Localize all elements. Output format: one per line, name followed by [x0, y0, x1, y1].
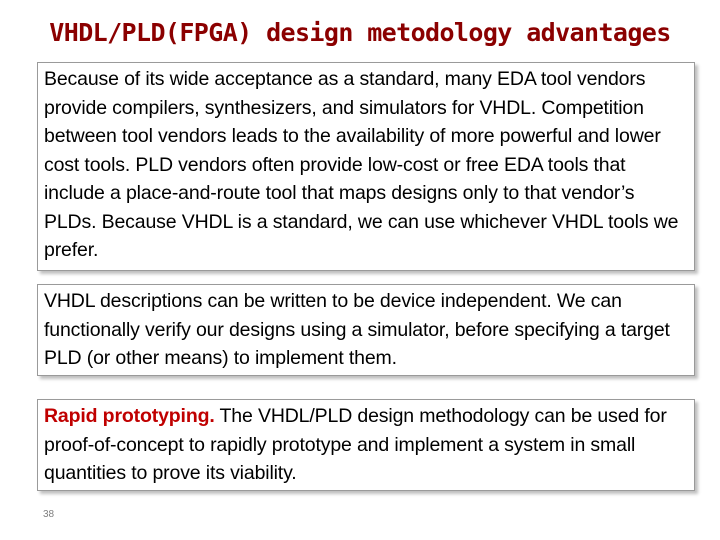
text-box-device-independence: [37, 284, 695, 376]
paragraph-text: Because of its wide acceptance as a standard, many EDA tool vendors provide compilers, synthesizers, and simulators for VHDL. Competition between tool vendors leads to the availability of more powerful and lower cost tools. PLD vendors often provide low-cost or free EDA tools that include a place-and-route tool that maps designs only to that vendor’s PLDs. Because VHDL is a standard, we can use whichever VHDL tools we prefer.: [44, 68, 679, 261]
text-box-rapid-prototyping: [37, 399, 695, 491]
text-box-tool-availability: [37, 62, 695, 271]
paragraph-text: VHDL descriptions can be written to be device independent. We can functionally verify our designs using a simulator, before specifying a target PLD (or other means) to implement them.: [44, 290, 670, 369]
paragraph-text: The VHDL/PLD design methodology can be used for proof-of-concept to rapidly prototype and implement a system in small quantities to prove its viability.: [44, 405, 667, 484]
rapid-prototyping-heading: Rapid prototyping.: [44, 405, 215, 427]
slide-title: VHDL/PLD(FPGA) design metodology advantages: [49, 18, 671, 47]
slide-number: 38: [43, 509, 55, 520]
